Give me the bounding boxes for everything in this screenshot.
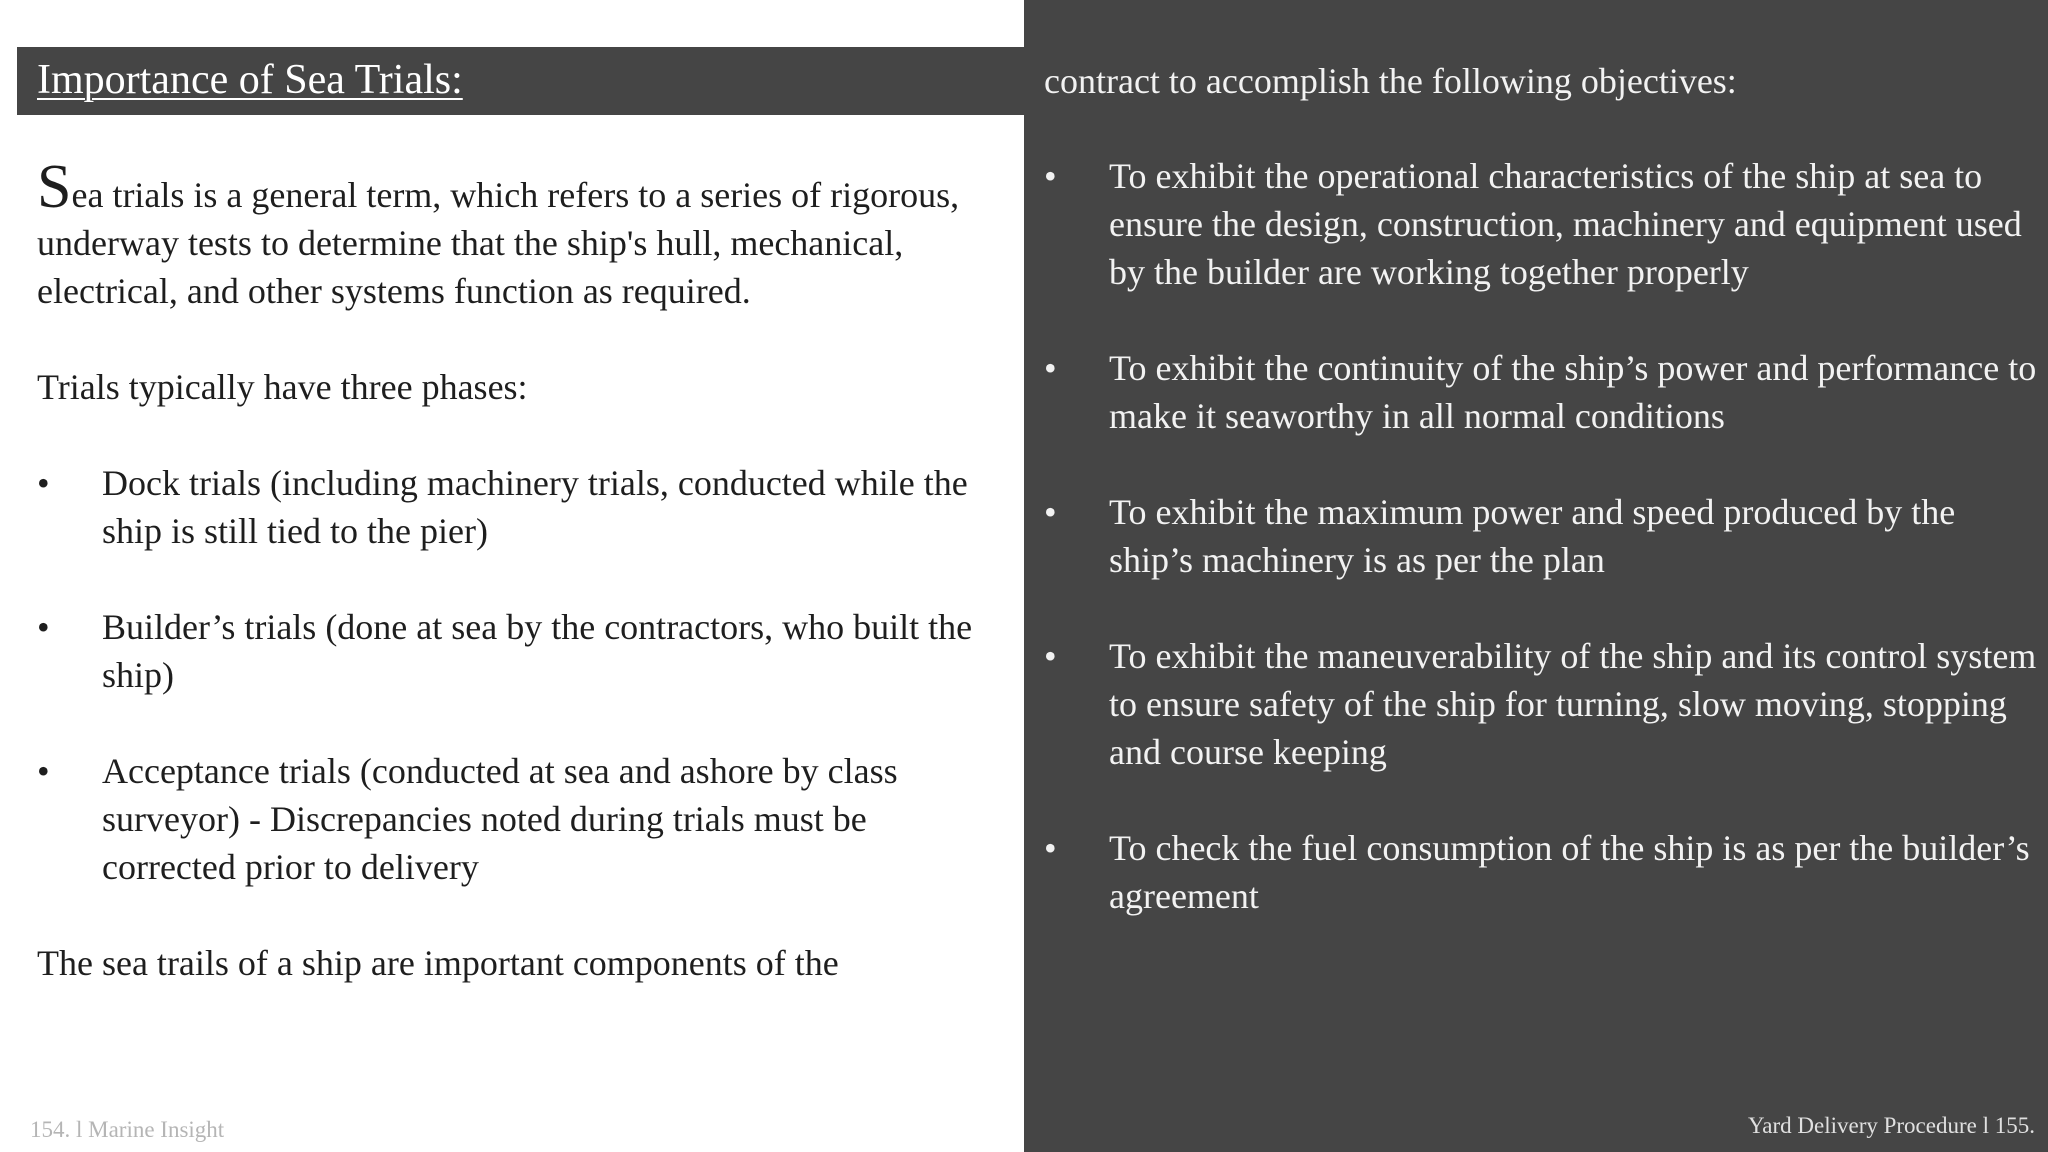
- phases-intro: Trials typically have three phases:: [37, 367, 528, 407]
- list-item: • Builder’s trials (done at sea by the contractors, who built the ship): [37, 603, 997, 699]
- drop-cap: S: [37, 153, 72, 221]
- continuation-text: contract to accomplish the following objectives:: [1044, 61, 1737, 101]
- list-item: • Dock trials (including machinery trials, conducted while the ship is still tied to the pier): [37, 459, 997, 555]
- bullet-icon: •: [1044, 636, 1057, 676]
- page-title: Importance of Sea Trials:: [37, 57, 463, 103]
- right-page: [1024, 0, 2048, 1152]
- objectives-list: [1044, 152, 2044, 920]
- bullet-icon: •: [1044, 156, 1057, 196]
- title-bar: [17, 47, 1024, 115]
- list-item: • To exhibit the operational characteristics of the ship at sea to ensure the design, construction, machinery and equipment used by the builder are working together properly: [1044, 152, 2044, 296]
- list-item: • Acceptance trials (conducted at sea and ashore by class surveyor) - Discrepancies noted during trials must be corrected prior to delivery: [37, 747, 997, 891]
- page-footer-right: Yard Delivery Procedure l 155.: [1747, 1113, 2035, 1138]
- list-item: • To exhibit the maneuverability of the ship and its control system to ensure safety of the ship for turning, slow moving, stopping and course keeping: [1044, 632, 2044, 776]
- list-item: • To check the fuel consumption of the ship is as per the builder’s agreement: [1044, 824, 2044, 920]
- intro-paragraph: [37, 153, 997, 315]
- list-item: • To exhibit the maximum power and speed produced by the ship’s machinery is as per the plan: [1044, 488, 2044, 584]
- intro-text: ea trials is a general term, which refers to a series of rigorous, underway tests to determine that the ship's hull, mechanical, electrical, and other systems function as required.: [37, 175, 960, 311]
- page-footer-left: 154. l Marine Insight: [30, 1117, 225, 1142]
- right-content: [1044, 57, 2044, 968]
- bullet-icon: •: [1044, 348, 1057, 388]
- bullet-icon: •: [37, 607, 50, 647]
- bullet-icon: •: [1044, 492, 1057, 532]
- phases-list: [37, 459, 997, 891]
- closing-paragraph: The sea trails of a ship are important components of the: [37, 943, 839, 983]
- bullet-icon: •: [37, 463, 50, 503]
- bullet-icon: •: [37, 751, 50, 791]
- bullet-icon: •: [1044, 828, 1057, 868]
- left-content: [37, 153, 997, 987]
- list-item: • To exhibit the continuity of the ship’s power and performance to make it seaworthy in all normal conditions: [1044, 344, 2044, 440]
